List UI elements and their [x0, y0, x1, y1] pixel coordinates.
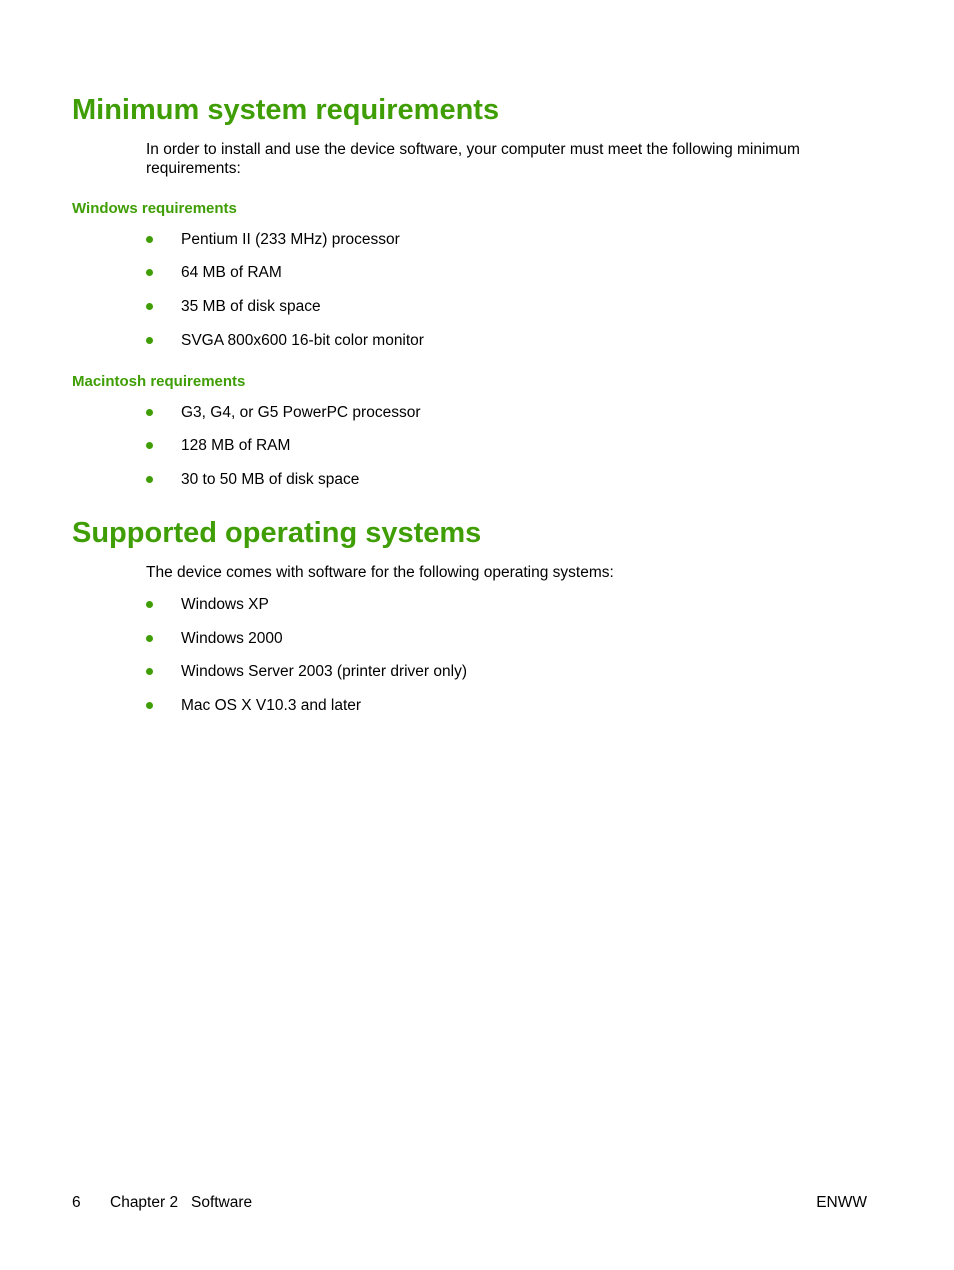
bullet-icon [146, 409, 153, 416]
list-item-text: 128 MB of RAM [181, 437, 291, 454]
bullet-icon [146, 601, 153, 608]
section-title-supported-os: Supported operating systems [72, 517, 482, 549]
list-item-text: Windows 2000 [181, 630, 283, 647]
bullet-icon [146, 236, 153, 243]
page-title: Minimum system requirements [72, 94, 500, 126]
bullet-icon [146, 476, 153, 483]
footer-chapter: Chapter 2 Software [110, 1194, 253, 1211]
list-item-text: 30 to 50 MB of disk space [181, 471, 360, 488]
windows-requirements-heading: Windows requirements [72, 200, 237, 217]
list-item-text: Windows XP [181, 596, 269, 613]
list-item-text: 64 MB of RAM [181, 264, 282, 281]
footer-page-number: 6 [72, 1194, 81, 1211]
list-item-text: Pentium II (233 MHz) processor [181, 231, 400, 248]
bullet-icon [146, 337, 153, 344]
supported-os-intro: The device comes with software for the following operating systems: [146, 564, 614, 581]
footer-doc-code: ENWW [816, 1194, 867, 1211]
list-item-text: Windows Server 2003 (printer driver only) [181, 663, 467, 680]
list-item-text: 35 MB of disk space [181, 298, 321, 315]
list-item-text: Mac OS X V10.3 and later [181, 697, 362, 714]
list-item-text: G3, G4, or G5 PowerPC processor [181, 404, 421, 421]
bullet-icon [146, 269, 153, 276]
bullet-icon [146, 442, 153, 449]
macintosh-requirements-heading: Macintosh requirements [72, 373, 246, 390]
intro-paragraph: In order to install and use the device software, your computer must meet the following minimum requirements: [146, 141, 800, 177]
bullet-icon [146, 635, 153, 642]
bullet-icon [146, 668, 153, 675]
bullet-icon [146, 702, 153, 709]
list-item-text: SVGA 800x600 16-bit color monitor [181, 332, 424, 349]
bullet-icon [146, 303, 153, 310]
